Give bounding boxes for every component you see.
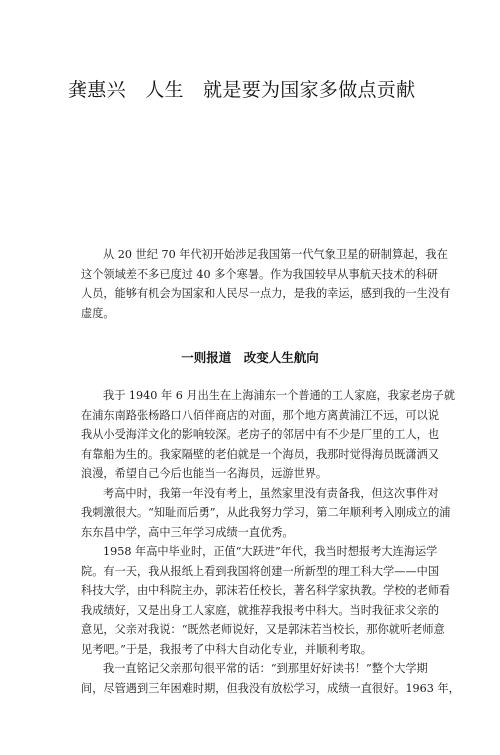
text-line: 我刺激很大。“知耻而后勇”，从此我努力学习，第二年顺利考入刚成立的浦 (81, 506, 451, 519)
body-paragraph (81, 542, 451, 659)
text-line: 虚度。 (81, 306, 115, 320)
text-line: 从 20 世纪 70 年代初开始涉足我国第一代气象卫星的研制算起，我在 (103, 248, 448, 261)
section-heading: 一则报道 改变人生航向 (181, 350, 319, 365)
text-line: 这个领域差不多已度过 40 多个寒暑。作为我国较早从事航天技术的科研 (81, 267, 438, 281)
text-line: 我从小受海洋文化的影响较深。老房子的邻居中有不少是厂里的工人，也 (81, 428, 440, 441)
body-paragraph (81, 386, 455, 484)
text-line: 东东昌中学，高中三年学习成绩一直优秀。 (81, 525, 294, 539)
text-line: 间，尽管遇到三年困难时期，但我没有放松学习，成绩一直很好。1963 年， (81, 681, 460, 695)
text-line: 意见，父亲对我说：“既然老师说好，又是郭沫若当校长，那你就听老师意 (81, 623, 445, 636)
text-line: 科技大学，由中科院主办，郭沫若任校长，著名科学家执教。学校的老师看 (81, 584, 451, 597)
text-line: 院。有一天，我从报纸上看到我国将创建一所新型的理工科大学——中国 (81, 564, 440, 578)
text-line: 有靠船为生的。我家隔壁的老伯就是一个海员，我那时觉得海员既潇洒又 (81, 447, 440, 461)
text-line: 我于 1940 年 6 月出生在上海浦东一个普通的工人家庭，我家老房子就 (103, 389, 455, 402)
page-title: 龚惠兴 人生 就是要为国家多做点贡献 (68, 79, 416, 101)
text-line: 人员，能够有机会为国家和人民尽一点力，是我的幸运，感到我的一生没有 (81, 287, 451, 300)
text-line: 浪漫，希望自己今后也能当一名海员，远游世界。 (81, 467, 328, 480)
intro-paragraph (81, 245, 451, 323)
body-paragraph (81, 659, 460, 698)
text-line: 我成绩好，又是出身工人家庭，就推荐我报考中科大。当时我征求父亲的 (81, 603, 440, 617)
text-line: 我一直铭记父亲那句很平常的话：“到那里好好读书！”整个大学期 (103, 662, 428, 675)
body-paragraph (81, 484, 451, 543)
text-line: 在浦东南路张杨路口八佰伴商店的对面，那个地方离黄浦江不远，可以说 (81, 408, 440, 422)
text-line: 见考吧。”于是，我报考了中科大自动化专业，并顺利考取。 (81, 642, 372, 656)
text-line: 1958 年高中毕业时，正值“大跃进”年代，我当时想报考大连海运学 (103, 545, 438, 558)
text-line: 考高中时，我第一年没有考上，虽然家里没有责备我，但这次事件对 (103, 486, 439, 500)
